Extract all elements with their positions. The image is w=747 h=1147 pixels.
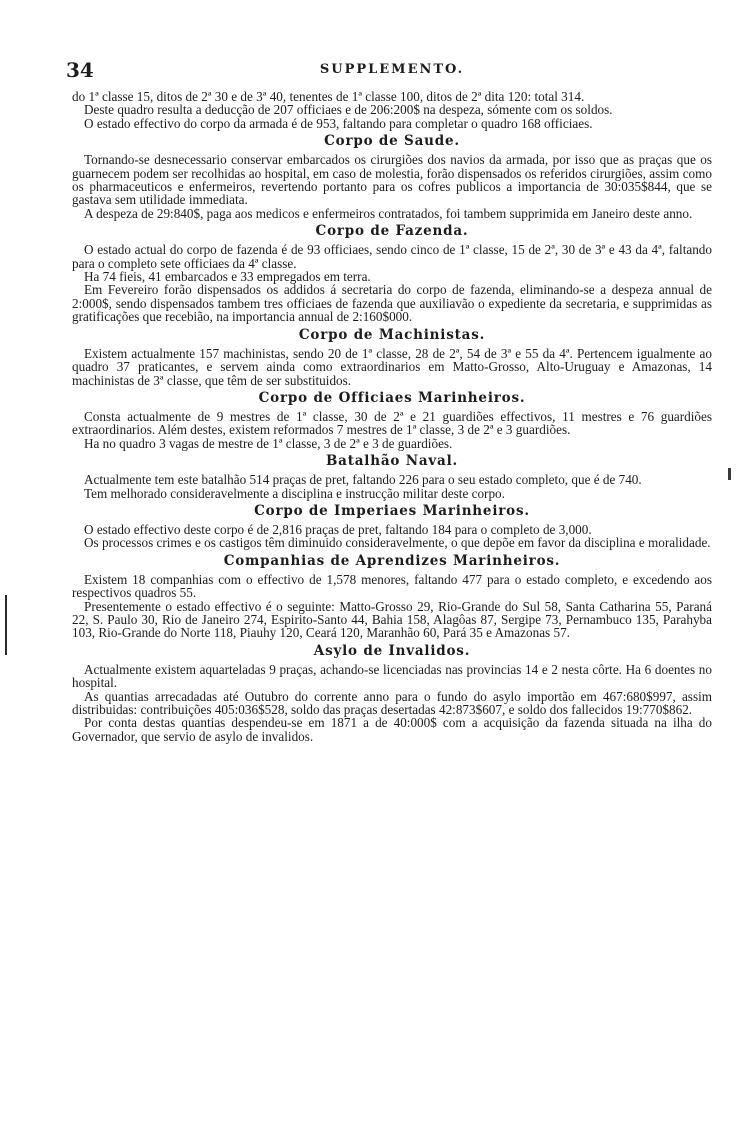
section-officiaes-marinheiros xyxy=(72,390,712,450)
paragraph: A despeza de 29:840$, paga aos medicos e enfermeiros contratados, foi tambem supprimida em Janeiro deste anno. xyxy=(84,205,693,221)
section-heading: Batalhão Naval. xyxy=(325,453,459,470)
paragraph: O estado actual do corpo de fazenda é de 93 officiaes, sendo cinco de 1ª classe, 15 de 2ª, 30 de 3ª e 43 da 4ª, faltando para o completo sete officiaes da 4ª classe. xyxy=(72,242,712,271)
section-heading: Companhias de Aprendizes Marinheiros. xyxy=(223,552,561,569)
section-heading: Asylo de Invalidos. xyxy=(313,642,471,659)
paragraph: Tornando-se desnecessario conservar embarcados os cirurgiões dos navios da armada, por isso que as praças que os guarnecem podem ser recolhidas ao hospital, em caso de molestia, forão dispensados os referidos cirurgiões, assim como os pharmaceuticos e enfermeiros, revertendo portanto para os cofres publicos a importancia de 30:035$844, que se gastava sem utilidade immediata. xyxy=(72,152,712,208)
paragraph: Existem actualmente 157 machinistas, sendo 20 de 1ª classe, 28 de 2ª, 54 de 3ª e 55 da 4ª. Pertencem igualmente ao quadro 37 praticantes, e servem ainda como extraordinarios em Matto-Grosso, Alto-Uruguay e Amazonas, 14 machinistas de 3ª classe, que têm de ser substituidos. xyxy=(72,345,712,388)
intro-paragraph-1: do 1ª classe 15, ditos de 2ª 30 e de 3ª 40, tenentes de 1ª classe 100, ditos de 2ª dita 120: total 314. xyxy=(72,89,585,104)
paragraph: Os processos crimes e os castigos têm diminuido consideravelmente, o que depõe em favor da disciplina e moralidade. xyxy=(84,535,711,551)
section-machinistas xyxy=(72,327,712,387)
section-fazenda xyxy=(72,223,712,323)
margin-dot xyxy=(728,468,731,480)
section-saude xyxy=(72,133,712,220)
section-heading: Corpo de Machinistas. xyxy=(298,326,486,343)
section-imperiaes-marinheiros xyxy=(72,503,712,550)
paragraph: Actualmente tem este batalhão 514 praças de pret, faltando 226 para o seu estado completo, que é de 740. xyxy=(84,472,642,488)
paragraph: Actualmente existem aquarteladas 9 praças, achando-se licenciadas nas provincias 14 e 2 nesta côrte. Ha 6 doentes no hospital. xyxy=(72,661,712,691)
paragraph: Ha no quadro 3 vagas de mestre de 1ª classe, 3 de 2ª e 3 de guardiões. xyxy=(84,435,453,451)
paragraph: Em Fevereiro forão dispensados os addidos á secretaria do corpo de fazenda, eliminando-se a despeza annual de 2:000$, sendo dispensados tambem tres officiaes de fazenda que auxiliavão o expediente da secretaria, e supprimidas as gratificações que recebião, na importancia annual de 2:160$000. xyxy=(72,282,712,325)
section-asylo xyxy=(72,643,712,743)
paragraph: Consta actualmente de 9 mestres de 1ª classe, 30 de 2ª e 21 guardiões effectivos, 11 mestres e 76 guardiões extraordinarios. Além destes, existem reformados 7 mestres de 1ª classe, 3 de 2ª e 3 guardiões. xyxy=(72,408,712,438)
paragraph: Ha 74 fieis, 41 embarcados e 33 empregados em terra. xyxy=(84,269,371,285)
section-aprendizes xyxy=(72,553,712,640)
paragraph: O estado effectivo deste corpo é de 2,816 praças de pret, faltando 184 para o completo de 3,000. xyxy=(84,521,592,537)
running-head xyxy=(66,58,712,84)
paragraph: As quantias arrecadadas até Outubro do corrente anno para o fundo do asylo importão em 467:680$997, assim distribuidas: contribuições 405:036$528, soldo das praças desertadas 42:873$607, e soldo dos fallecidos 19:770$862. xyxy=(72,688,712,717)
running-title: SUPPLEMENTO. xyxy=(319,62,465,77)
section-heading: Corpo de Saude. xyxy=(324,133,460,150)
intro-paragraph-3: O estado effectivo do corpo da armada é de 953, faltando para completar o quadro 168 officiaes. xyxy=(84,115,593,131)
intro-section xyxy=(72,90,712,130)
section-heading: Corpo de Fazenda. xyxy=(315,223,469,240)
paragraph: Tem melhorado consideravelmente a disciplina e instrucção militar deste corpo. xyxy=(84,485,505,501)
paragraph: Existem 18 companhias com o effectivo de 1,578 menores, faltando 477 para o estado completo, e excedendo aos respectivos quadros 55. xyxy=(72,571,712,601)
intro-paragraph-2: Deste quadro resulta a deducção de 207 officiaes e de 206:200$ na despeza, sómente com os soldos. xyxy=(84,102,613,118)
section-batalhao-naval xyxy=(72,453,712,500)
page-number: 34 xyxy=(66,58,94,82)
section-heading: Corpo de Officiaes Marinheiros. xyxy=(258,389,526,406)
paragraph: Por conta destas quantias despendeu-se em 1871 a de 40:000$ com a acquisição da fazenda situada na ilha do Governador, que servio de asylo de invalidos. xyxy=(72,715,712,744)
section-heading: Corpo de Imperiaes Marinheiros. xyxy=(254,502,530,519)
margin-mark xyxy=(5,595,7,655)
paragraph: Presentemente o estado effectivo é o seguinte: Matto-Grosso 29, Rio-Grande do Sul 58, Santa Catharina 55, Paraná 22, S. Paulo 30, Rio de Janeiro 274, Espirito-Santo 44, Bahia 158, Alagôas 87, Sergipe 73, Pernambuco 135, Parahyba 103, Rio-Grande do Norte 118, Piauhy 120, Ceará 120, Maranhão 60, Pará 35 e Amazonas 57. xyxy=(72,598,712,641)
page xyxy=(66,58,712,744)
